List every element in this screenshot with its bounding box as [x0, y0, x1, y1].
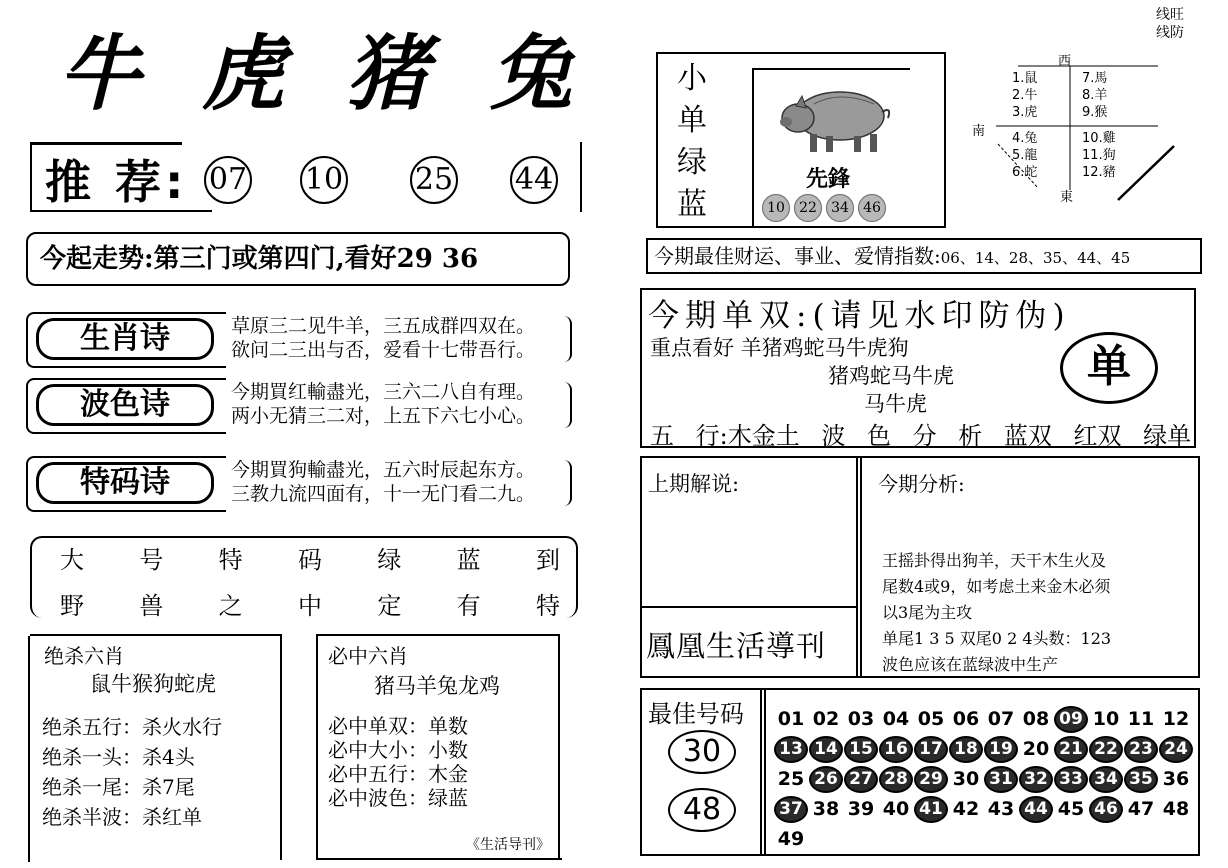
title-char: 牛	[58, 27, 146, 122]
analysis-line: 尾数4或9，如考虑土来金木必须	[882, 577, 1111, 596]
title-char: 兔	[490, 27, 578, 122]
this-issue-label: 今期分析:	[878, 472, 965, 496]
riddle-char: 码	[297, 546, 322, 574]
number-cell: 36	[1162, 768, 1190, 790]
number-cell: 21	[1054, 736, 1088, 763]
focus-line: 重点看好 羊猪鸡蛇马牛虎狗	[650, 336, 909, 360]
title-char: 虎	[202, 27, 290, 122]
zodiac-compass	[958, 50, 1198, 210]
number-cell: 04	[882, 708, 910, 730]
number-cell: 22	[1089, 736, 1123, 763]
number-cell: 40	[882, 798, 910, 820]
compass-col-left-bottom	[1012, 130, 1037, 181]
pig-frame	[752, 68, 910, 226]
recommend-label: 推 荐:	[45, 155, 188, 209]
compass-item: 7.馬	[1082, 71, 1108, 86]
kill-lines	[42, 712, 222, 832]
poem-line: 欲问二三出与否，爱看十七带吾行。	[231, 339, 536, 361]
number-cell: 39	[847, 798, 875, 820]
number-cell: 23	[1124, 736, 1158, 763]
number-cell: 45	[1057, 798, 1085, 820]
compass-item: 9.猴	[1082, 105, 1108, 120]
poem-lines	[231, 314, 571, 362]
riddle-char: 中	[297, 592, 322, 620]
number-cell: 03	[847, 708, 875, 730]
poem-lines	[231, 380, 571, 428]
must-zodiacs: 猪马羊兔龙鸡	[374, 674, 500, 698]
best-numbers-panel	[640, 688, 1200, 856]
focus-line-3: 马牛虎	[864, 392, 927, 416]
poem-lines	[231, 458, 571, 506]
number-cell: 17	[914, 736, 948, 763]
number-cell: 29	[914, 766, 948, 793]
kill-panel	[30, 634, 282, 860]
best-pick: 30	[668, 730, 736, 774]
brand-name: 鳳凰生活導刊	[646, 629, 827, 663]
number-cell: 09	[1054, 706, 1088, 733]
number-cell: 12	[1162, 708, 1190, 730]
poem-line: 三教九流四面有，十一无门看二九。	[231, 483, 536, 505]
compass-west: 西	[1058, 54, 1072, 69]
focus-line-2: 猪鸡蛇马牛虎	[828, 364, 954, 388]
fortune-numbers: 06、14、28、35、44、45	[940, 249, 1131, 267]
must-line: 必中波色：绿蓝	[328, 786, 468, 810]
compass-item: 3.虎	[1012, 105, 1038, 120]
recommend-number: 07	[204, 156, 252, 204]
analysis-line: 波色应该在蓝绿波中生产	[882, 655, 1059, 674]
number-cell: 46	[1089, 796, 1123, 823]
source-credit: 《生活导刊》	[466, 837, 550, 853]
number-cell: 30	[952, 768, 980, 790]
number-cell: 11	[1127, 708, 1155, 730]
pig-icon	[774, 78, 894, 158]
kill-line: 绝杀一尾：杀7尾	[42, 775, 195, 799]
pig-ball: 10	[762, 194, 790, 222]
vertical-char: 蓝	[677, 187, 707, 222]
fortune-index	[646, 238, 1202, 274]
number-grid	[774, 706, 1200, 853]
compass-item: 12.豬	[1082, 165, 1116, 180]
number-cell: 20	[1022, 738, 1050, 760]
number-cell: 33	[1054, 766, 1088, 793]
kill-line: 绝杀一头：杀4头	[42, 745, 195, 769]
number-cell: 06	[952, 708, 980, 730]
analysis-line: 以3尾为主攻	[882, 603, 973, 622]
odd-even-title: 今期单双:(请见水印防伪)	[648, 298, 1071, 334]
best-label: 最佳号码	[648, 700, 744, 728]
number-cell: 07	[987, 708, 1015, 730]
riddle-char: 大	[60, 546, 84, 574]
recommend-number: 25	[410, 156, 458, 204]
pig-caption: 先鋒	[806, 167, 851, 192]
analysis-panel	[640, 456, 1200, 678]
number-cell: 13	[774, 736, 808, 763]
pig-ball: 22	[794, 194, 822, 222]
number-cell: 02	[812, 708, 840, 730]
number-cell: 10	[1092, 708, 1120, 730]
riddle-char: 号	[139, 546, 164, 574]
poem-line: 草原三二见牛羊，三五成群四双在。	[231, 315, 536, 337]
riddle-char: 到	[535, 546, 560, 574]
number-cell: 47	[1127, 798, 1155, 820]
compass-item: 6.蛇	[1012, 165, 1038, 180]
number-cell: 14	[809, 736, 843, 763]
riddle-char: 定	[377, 592, 402, 620]
number-cell: 42	[952, 798, 980, 820]
compass-item: 8.羊	[1082, 88, 1108, 103]
number-cell: 43	[987, 798, 1015, 820]
compass-south: 南	[972, 124, 986, 139]
number-cell: 28	[879, 766, 913, 793]
riddle-char: 特	[218, 546, 243, 574]
number-cell: 19	[984, 736, 1018, 763]
element-color-line: 五 行:木金土 波 色 分 析 蓝双 红双 绿单	[650, 422, 1192, 450]
riddle-char: 特	[535, 592, 560, 620]
poem-label: 生肖诗	[36, 318, 214, 360]
riddle-char: 兽	[139, 592, 164, 620]
number-cell: 08	[1022, 708, 1050, 730]
compass-item: 4.兔	[1012, 131, 1038, 146]
number-cell: 49	[777, 828, 805, 850]
must-panel	[316, 634, 560, 860]
analysis-line: 单尾1 3 5 双尾0 2 4头数：123	[882, 629, 1112, 648]
must-line: 必中大小：小数	[328, 738, 468, 762]
odd-even-panel	[640, 288, 1196, 448]
poem-line: 两小无猜三二对，上五下六七小心。	[231, 405, 536, 427]
number-cell: 48	[1162, 798, 1190, 820]
number-cell: 26	[809, 766, 843, 793]
compass-item: 10.雞	[1082, 131, 1116, 146]
number-cell: 25	[777, 768, 805, 790]
poem-label: 波色诗	[36, 384, 214, 426]
kill-title: 绝杀六肖	[44, 644, 124, 668]
poem-special	[26, 456, 572, 512]
vertical-char: 小	[677, 61, 707, 96]
poem-line: 今期買狗輸盡光，五六时辰起东方。	[231, 459, 536, 481]
compass-col-right-bottom	[1082, 130, 1116, 181]
poem-label: 特码诗	[36, 462, 214, 504]
riddle-row	[60, 540, 560, 575]
last-issue-label: 上期解说:	[648, 472, 740, 496]
must-line: 必中单双：单数	[328, 714, 468, 738]
number-cell: 44	[1019, 796, 1053, 823]
vertical-hints	[672, 58, 712, 226]
corner-notes	[1156, 6, 1184, 42]
riddle-char: 之	[218, 592, 243, 620]
compass-item: 2.牛	[1012, 88, 1038, 103]
must-lines	[328, 714, 468, 810]
number-cell: 35	[1124, 766, 1158, 793]
riddle-char: 绿	[377, 546, 402, 574]
analysis-lines	[882, 548, 1111, 678]
poem-color	[26, 378, 572, 434]
vertical-char: 绿	[677, 145, 707, 180]
title-char: 猪	[346, 27, 434, 122]
riddle-char: 蓝	[456, 546, 481, 574]
trend-banner: 今起走势:第三门或第四门,看好29 36	[26, 232, 570, 286]
number-cell: 05	[917, 708, 945, 730]
compass-east: 東	[1060, 190, 1074, 205]
riddle-char: 有	[456, 592, 481, 620]
number-cell: 32	[1019, 766, 1053, 793]
vertical-char: 单	[677, 103, 707, 138]
compass-lines	[958, 50, 1198, 210]
page-title	[58, 20, 578, 130]
compass-col-left-top	[1012, 70, 1037, 121]
riddle-char: 野	[60, 592, 84, 620]
kill-line: 绝杀五行：杀火水行	[42, 715, 222, 739]
number-cell: 01	[777, 708, 805, 730]
compass-item: 5.龍	[1012, 148, 1038, 163]
odd-badge: 单	[1060, 332, 1158, 404]
recommend-number: 10	[300, 156, 348, 204]
pig-ball: 34	[826, 194, 854, 222]
analysis-line: 王摇卦得出狗羊，天干木生火及	[882, 551, 1107, 570]
number-cell: 24	[1159, 736, 1193, 763]
poem-zodiac	[26, 312, 572, 368]
must-title: 必中六肖	[328, 644, 408, 668]
corner-note: 线防	[1156, 25, 1184, 41]
number-cell: 38	[812, 798, 840, 820]
must-line: 必中五行：木金	[328, 762, 468, 786]
number-cell: 15	[844, 736, 878, 763]
kill-line: 绝杀半波：杀红单	[42, 805, 202, 829]
pig-panel	[656, 52, 946, 228]
kill-zodiacs: 鼠牛猴狗蛇虎	[90, 672, 216, 696]
compass-col-right-top	[1082, 70, 1107, 121]
riddle-row	[60, 586, 560, 621]
number-cell: 41	[914, 796, 948, 823]
pig-ball: 46	[858, 194, 886, 222]
number-cell: 31	[984, 766, 1018, 793]
number-cell: 16	[879, 736, 913, 763]
compass-item: 11.狗	[1082, 148, 1116, 163]
recommend-number: 44	[510, 156, 558, 204]
number-cell: 27	[844, 766, 878, 793]
best-pick: 48	[668, 788, 736, 832]
number-cell: 37	[774, 796, 808, 823]
compass-item: 1.鼠	[1012, 71, 1038, 86]
fortune-label: 今期最佳财运、事业、爱情指数:	[654, 244, 941, 268]
number-cell: 18	[949, 736, 983, 763]
corner-note: 线旺	[1156, 7, 1184, 23]
poem-line: 今期買红輸盡光，三六二八自有理。	[231, 381, 536, 403]
number-cell: 34	[1089, 766, 1123, 793]
